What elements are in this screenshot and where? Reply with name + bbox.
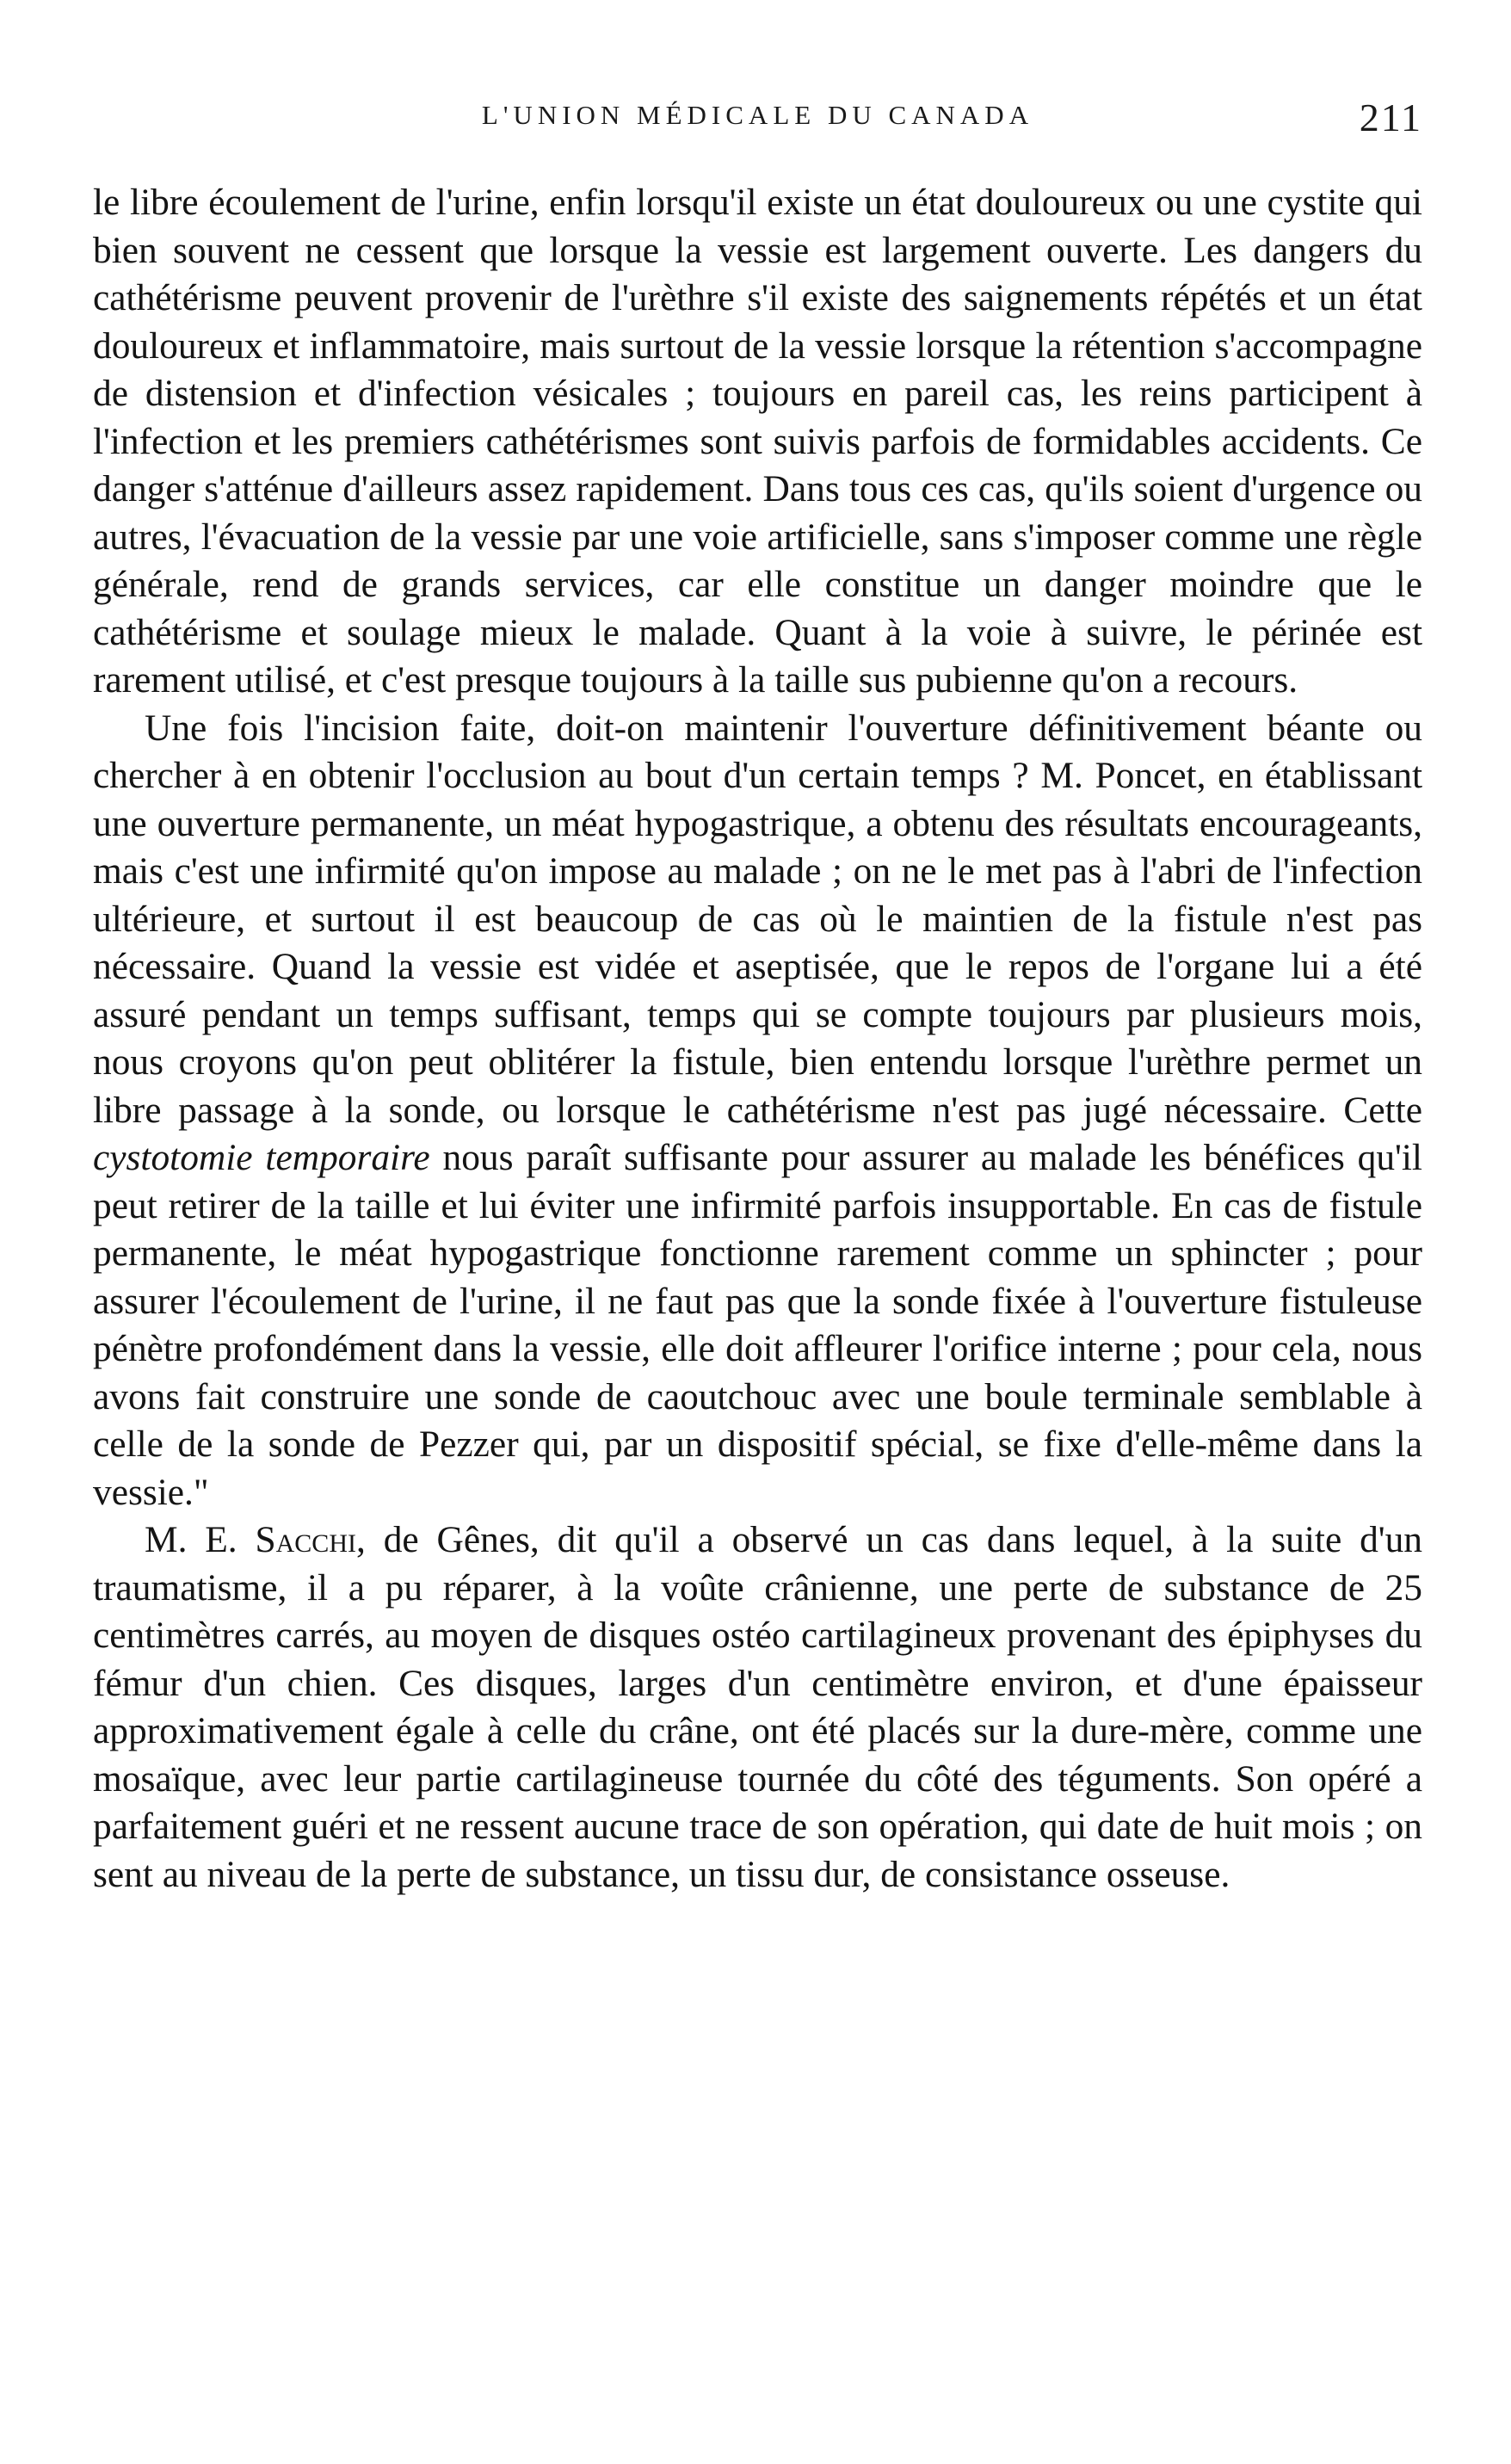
- paragraph-text-after: nous paraît suffisante pour assurer au malade les bénéfices qu'il peut retirer de la taille et lui éviter une infirmité parfois insupportable. En cas de fistule permanente, le méat hypogastrique fonctionne rarement comme un sphincter ; pour assurer l'écoulement de l'urine, il ne faut pas que la sonde fixée à l'ouverture fistuleuse pénètre profondément dans la vessie, elle doit affleurer l'orifice interne ; pour cela, nous avons fait construire une sonde de caoutchouc avec une boule terminale semblable à celle de la sonde de Pezzer qui, par un dispositif spécial, se fixe d'elle-même dans la vessie.": [93, 1137, 1422, 1513]
- paragraph-text: le libre écoulement de l'urine, enfin lorsqu'il existe un état douloureux ou une cystite qui bien souvent ne cessent que lorsque la vessie est largement ouverte. Les dangers du cathétérisme peuvent provenir de l'urèthre s'il existe des saignements répétés et un état douloureux et inflammatoire, mais surtout de la vessie lorsque la rétention s'accompagne de distension et d'infection vésicales ; toujours en pareil cas, les reins participent à l'infection et les premiers cathétérismes sont suivis parfois de formidables accidents. Ce danger s'atténue d'ailleurs assez rapidement. Dans tous ces cas, qu'ils soient d'urgence ou autres, l'évacuation de la vessie par une voie artificielle, sans s'imposer comme une règle générale, rend de grands services, car elle constitue un danger moindre que le cathétérisme et soulage mieux le malade. Quant à la voie à suivre, le périnée est rarement utilisé, et c'est presque toujours à la taille sus pubienne qu'on a recours.: [93, 182, 1422, 701]
- running-head: [93, 95, 1422, 150]
- paragraph-text: , de Gênes, dit qu'il a observé un cas dans lequel, à la suite d'un traumatisme, il a pu réparer, à la voûte crânienne, une perte de substance de 25 centimètres carrés, au moyen de disques ostéo cartilagineux provenant des épiphyses du fémur d'un chien. Ces disques, larges d'un centimètre environ, et d'une épaisseur approximativement égale à celle du crâne, ont été placés sur la dure-mère, comme une mosaïque, avec leur partie cartilagineuse tournée du côté des téguments. Son opéré a parfaitement guéri et ne ressent aucune trace de son opération, qui date de huit mois ; on sent au niveau de la perte de substance, un tissu dur, de consistance osseuse.: [93, 1519, 1422, 1895]
- document-page: [93, 95, 1422, 1899]
- body-text: [93, 179, 1422, 1899]
- author-name: Sacchi: [255, 1519, 356, 1560]
- page-number: 211: [1359, 96, 1422, 139]
- emphasis-term: cystotomie temporaire: [93, 1137, 430, 1178]
- paragraph-text-before: Une fois l'incision faite, doit-on maintenir l'ouverture définitivement béante ou chercher à en obtenir l'occlusion au bout d'un certain temps ? M. Poncet, en établissant une ouverture permanente, un méat hypogastrique, a obtenu des résultats encourageants, mais c'est une infirmité qu'on impose au malade ; on ne le met pas à l'abri de l'infection ultérieure, et surtout il est beaucoup de cas où le maintien de la fistule n'est pas nécessaire. Quand la vessie est vidée et aseptisée, que le repos de l'organe lui a été assuré pendant un temps suffisant, temps qui se compte toujours par plusieurs mois, nous croyons qu'on peut oblitérer la fistule, bien entendu lorsque l'urèthre permet un libre passage à la sonde, ou lorsque le cathétérisme n'est pas jugé nécessaire. Cette: [93, 707, 1422, 1131]
- paragraph-sacchi: [93, 1516, 1422, 1899]
- running-title: L'UNION MÉDICALE DU CANADA: [481, 100, 1034, 130]
- author-prefix: M. E.: [145, 1519, 256, 1560]
- paragraph-continuation: [93, 179, 1422, 705]
- paragraph-cystotomy: [93, 705, 1422, 1517]
